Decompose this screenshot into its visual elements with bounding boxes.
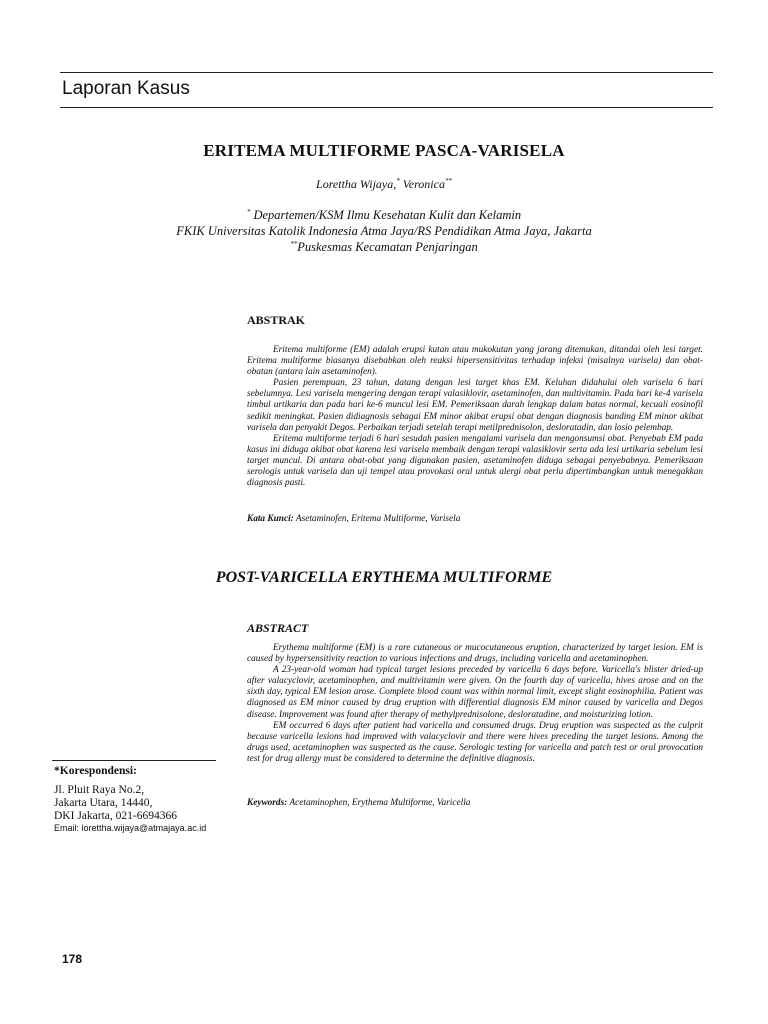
abstract-body <box>247 643 703 765</box>
affiliation-2-text: FKIK Universitas Katolik Indonesia Atma Jaya/RS Pendidikan Atma Jaya, Jakarta <box>176 224 592 238</box>
article-title-indonesian: ERITEMA MULTIFORME PASCA-VARISELA <box>203 141 565 160</box>
affiliation-1 <box>0 208 768 223</box>
correspondence-email: Email: lorettha.wijaya@atmajaya.ac.id <box>54 823 207 833</box>
header-bottom-rule <box>60 107 713 108</box>
affiliation-3-mark: ** <box>290 240 298 248</box>
author-1-mark: * <box>396 177 400 185</box>
affiliation-1-mark: * <box>246 208 251 216</box>
abstract-paragraph-2: A 23-year-old woman had typical target lesions preceded by varicella 6 days before. Varicella's blister dried-up after valacyclovir, acetaminophen, and multivitamin were given. On the fourth day of varicella, hives arose and on the sixth day, typical EM lesion arose. Complete blood count was within normal limit, except slight eosinophilia. Patient was diagnosed as EM minor caused by drug eruption with differential diagnosis EM minor caused by varicella and Degos disease. Improvement was found after therapy of methylprednisolone, desloratadine, and moisturizing lotion. <box>247 665 703 720</box>
section-label: Laporan Kasus <box>62 78 190 99</box>
affiliation-3 <box>0 240 768 255</box>
article-title-english: POST-VARICELLA ERYTHEMA MULTIFORME <box>215 569 553 586</box>
address-line-2: Jakarta Utara, 14440, <box>54 796 153 809</box>
author-2: Veronica <box>399 177 445 191</box>
abstrak-keywords-label: Kata Kunci: <box>247 514 294 524</box>
abstract-paragraph-3: EM occurred 6 days after patient had varicella and consumed drugs. Drug eruption was suspected as the culprit because varicella lesions had improved with valacyclovir and there were hives preceding the target lesions. Among the drugs used, acetaminophen was suspected as the cause. Serologic testing for varicella and patch test or oral provocation test for drug allergy must be considered to determine the definitive diagnosis. <box>247 720 703 764</box>
author-line <box>0 177 768 192</box>
page-number: 178 <box>62 952 83 966</box>
abstrak-heading: ABSTRAK <box>247 313 306 327</box>
correspondence-heading: *Korespondensi: <box>54 765 137 777</box>
author-2-mark: ** <box>444 177 452 185</box>
correspondence-address <box>54 784 177 822</box>
abstract-keywords-label: Keywords: <box>247 798 288 808</box>
top-rule <box>60 72 713 73</box>
abstract-keywords-text: Acetaminophen, Erythema Multiforme, Varicella <box>287 798 471 808</box>
abstract-keywords <box>247 798 703 808</box>
affiliation-2 <box>0 224 768 239</box>
correspondence-rule <box>52 760 216 761</box>
abstract-heading: ABSTRACT <box>247 621 309 635</box>
abstract-paragraph-1: Erythema multiforme (EM) is a rare cutaneous or mucocutaneous eruption, characterized by target lesion. EM is caused by hypersensitivity reaction to various infections and drugs, including varicella and acetaminophen. <box>247 643 703 665</box>
abstrak-paragraph-3: Eritema multiforme terjadi 6 hari sesudah pasien mengalami varisela dan mengonsumsi obat. Penyebab EM pada kasus ini diduga akibat obat karena lesi varisela membaik dengan terapi valasiklovir serta ada lesi urtikaria sebelum lesi target muncul. Di antara obat-obat yang digunakan pasien, asetaminofen diduga sebagai penyebabnya. Pemeriksaan serologis untuk varisela dan uji tempel atau provokasi oral untuk alergi obat perlu dipertimbangkan untuk menegakkan diagnosis pasti. <box>247 433 703 489</box>
abstrak-keywords <box>247 514 703 524</box>
affiliation-1-text: Departemen/KSM Ilmu Kesehatan Kulit dan Kelamin <box>250 208 522 222</box>
address-line-3: DKI Jakarta, 021-6694366 <box>54 809 177 822</box>
abstrak-paragraph-2: Pasien perempuan, 23 tahun, datang dengan lesi target khas EM. Keluhan didahului oleh varisela 6 hari sebelumnya. Lesi varisela mengering dengan terapi valasiklovir, asetaminofen, dan multivitamin. Pada hari ke-4 varisela timbul urtikaria dan pada hari ke-6 muncul lesi EM. Pemeriksaan darah lengkap dalam batas normal, kecuali eosinofil sedikit meningkat. Pasien didiagnosis sebagai EM minor akibat erupsi obat dengan diagnosis banding EM minor akibat varisela dan penyakit Degos. Perbaikan terjadi setelah terapi metilprednisolon, desloratadin, dan losio pelembap. <box>247 378 703 433</box>
abstrak-paragraph-1: Eritema multiforme (EM) adalah erupsi kutan atau mukokutan yang jarang ditemukan, ditandai oleh lesi target. Eritema multiforme biasanya disebabkan oleh reaksi hipersensitivitas terhadap infeksi (misalnya varisela) dan obat-obatan (antara lain asetaminofen). <box>247 345 703 378</box>
abstrak-body <box>247 345 703 489</box>
abstrak-keywords-text: Asetaminofen, Eritema Multiforme, Varisela <box>293 514 461 524</box>
affiliation-3-text: Puskesmas Kecamatan Penjaringan <box>297 240 478 254</box>
author-1: Lorettha Wijaya, <box>316 177 397 191</box>
address-line-1: Jl. Pluit Raya No.2, <box>54 784 145 796</box>
